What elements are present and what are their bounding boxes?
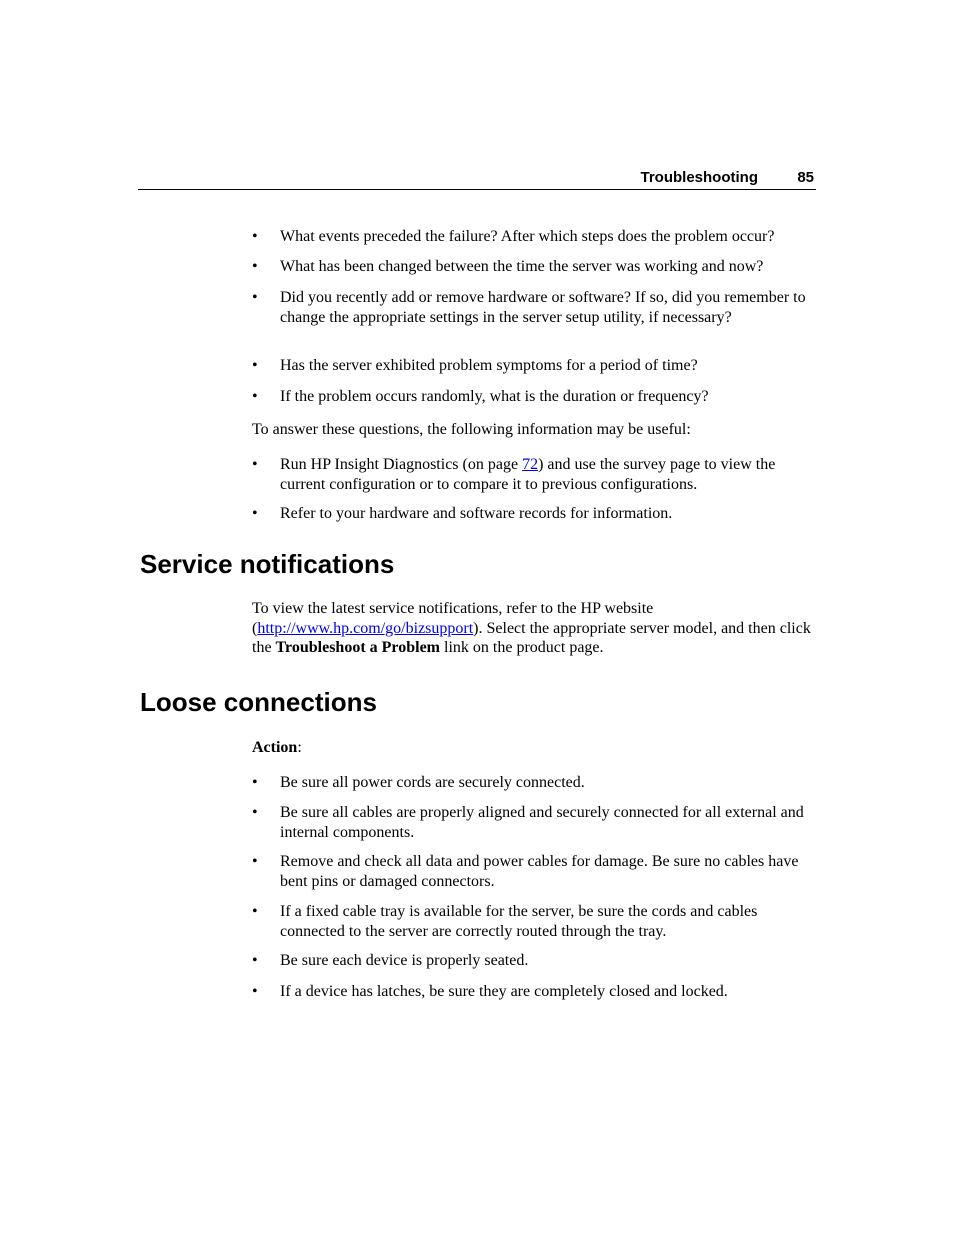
bullet-icon: • (252, 804, 258, 821)
service-notifications-text (252, 599, 818, 658)
page-header (138, 166, 816, 190)
question-text: If the problem occurs randomly, what is the duration or frequency? (280, 388, 709, 405)
answer-intro: To answer these questions, the following information may be useful: (252, 421, 691, 438)
bullet-icon: • (252, 853, 258, 870)
list-item (252, 902, 820, 941)
service-text-after: link on the product page. (440, 639, 604, 656)
bullet-icon: • (252, 258, 258, 275)
action-text: Be sure all power cords are securely connected. (280, 774, 585, 791)
action-text: Be sure each device is properly seated. (280, 952, 529, 969)
bullet-icon: • (252, 903, 258, 920)
bullet-icon: • (252, 456, 258, 473)
info-text-after: ) and use the survey page to view the current configuration or to compare it to previous configurations. (280, 456, 776, 493)
bizsupport-link[interactable]: http://www.hp.com/go/bizsupport (257, 619, 474, 637)
list-item (252, 504, 820, 524)
page-number: 85 (797, 169, 814, 186)
question-text: What events preceded the failure? After which steps does the problem occur? (280, 228, 775, 245)
question-text: Did you recently add or remove hardware or software? If so, did you remember to change the appropriate settings in the server setup utility, if necessary? (280, 289, 806, 326)
bullet-icon: • (252, 289, 258, 306)
list-item (252, 455, 820, 494)
troubleshoot-link-label: Troubleshoot a Problem (275, 639, 440, 656)
list-item (252, 951, 820, 971)
list-item (252, 227, 820, 247)
action-text: If a device has latches, be sure they are completely closed and locked. (280, 983, 728, 1000)
bullet-icon: • (252, 357, 258, 374)
list-item (252, 773, 820, 793)
action-label-colon: : (297, 739, 302, 756)
header-section-title: Troubleshooting (640, 169, 758, 186)
bullet-icon: • (252, 388, 258, 405)
list-item (252, 852, 820, 891)
bullet-icon: • (252, 228, 258, 245)
list-item (252, 356, 820, 376)
action-text: Remove and check all data and power cables for damage. Be sure no cables have bent pins or damaged connectors. (280, 853, 799, 890)
info-item-records: Refer to your hardware and software records for information. (280, 505, 673, 522)
list-item (252, 257, 820, 277)
list-item (252, 982, 820, 1002)
list-item (252, 387, 820, 407)
bullet-icon: • (252, 505, 258, 522)
service-text-middle: ). Select the appropriate server model, and then click the (252, 619, 811, 656)
bullet-icon: • (252, 983, 258, 1000)
action-text: Be sure all cables are properly aligned and securely connected for all external and internal components. (280, 804, 804, 841)
list-item (252, 803, 820, 842)
page-link[interactable]: 72 (522, 456, 539, 473)
service-notifications-heading: Service notifications (140, 549, 395, 579)
info-item-diagnostics (280, 455, 820, 494)
question-text: Has the server exhibited problem symptoms for a period of time? (280, 357, 698, 374)
question-text: What has been changed between the time the server was working and now? (280, 258, 764, 275)
service-text-before: To view the latest service notifications, refer to the HP website ( (252, 600, 654, 637)
action-label (252, 738, 818, 758)
bullet-icon: • (252, 774, 258, 791)
loose-connections-heading: Loose connections (140, 687, 377, 717)
bullet-icon: • (252, 952, 258, 969)
info-text-before: Run HP Insight Diagnostics (on page (280, 456, 523, 473)
action-text: If a fixed cable tray is available for the server, be sure the cords and cables connected to the server are correctly routed through the tray. (280, 903, 758, 940)
action-label-bold: Action (252, 739, 298, 756)
list-item (252, 288, 820, 327)
